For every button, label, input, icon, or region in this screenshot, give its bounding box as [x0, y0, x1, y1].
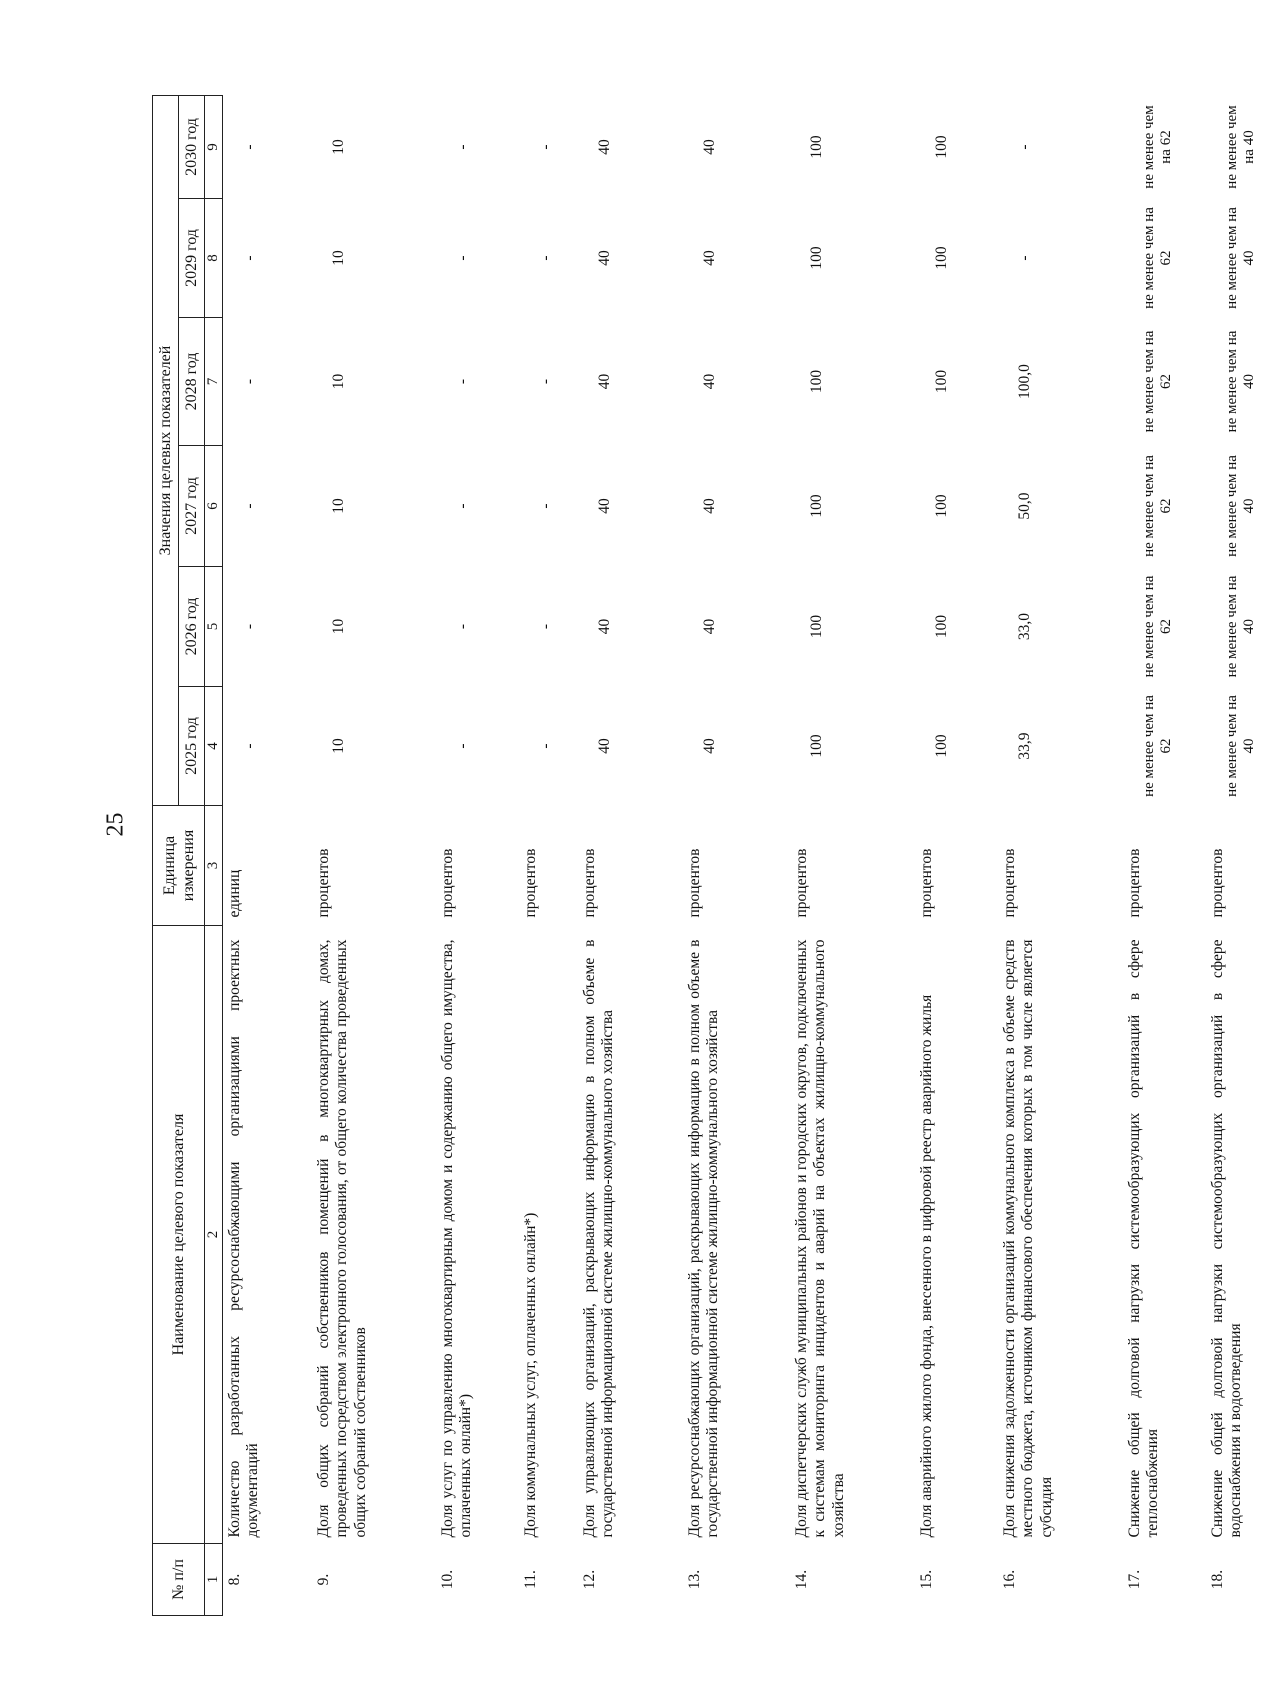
- indicator-name: Доля снижения задолженности организаций коммунального комплекса в объеме средств местного бюджета, источником финансового обеспечения которых в том числе является субсидия: [1000, 939, 1056, 1538]
- value-cell: -: [453, 503, 471, 509]
- value-cell: 100: [932, 494, 950, 518]
- indicator-unit: процентов: [314, 848, 332, 918]
- indicator-unit: процентов: [580, 848, 598, 918]
- value-cell: 33,0: [1015, 612, 1033, 641]
- value-cell: 40: [595, 618, 613, 635]
- value-cell: -: [453, 623, 471, 630]
- value-cell: -: [536, 623, 554, 630]
- header-year: 2030 год: [179, 95, 205, 198]
- value-cell: 40: [700, 738, 718, 754]
- value-cell: -: [536, 144, 554, 150]
- header-name: Наименование целевого показателя: [153, 926, 205, 1544]
- value-cell: 50,0: [1015, 492, 1033, 520]
- table-row: [683, 95, 790, 1615]
- value-cell: -: [536, 743, 554, 749]
- indicator-unit: процентов: [1125, 848, 1143, 918]
- column-number: 7: [205, 318, 223, 446]
- table-row: [578, 95, 683, 1615]
- table-row: [519, 95, 578, 1615]
- indicator-name: Доля ресурсоснабжающих организаций, раскрывающих информацию в полном объеме в государственной информационной системе жилищно-коммунального хозяйства: [685, 939, 722, 1538]
- indicator-name: Доля коммунальных услуг, оплаченных онлайн*): [521, 1212, 539, 1538]
- value-cell: -: [240, 743, 258, 749]
- value-cell: 10: [329, 139, 347, 155]
- row-number: 9.: [314, 1573, 332, 1586]
- header-year: 2029 год: [179, 199, 205, 318]
- indicator-unit: процентов: [1208, 848, 1226, 918]
- value-cell: 100: [932, 135, 950, 159]
- indicator-unit: процентов: [917, 848, 935, 918]
- indicator-name: Доля услуг по управлению многоквартирным домом и содержанию общего имущества, оплаченных онлайн*): [438, 939, 475, 1538]
- value-cell: 10: [329, 738, 347, 754]
- table-row: [1123, 95, 1206, 1615]
- value-cell: -: [536, 255, 554, 261]
- indicator-name: Доля диспетчерских служб муниципальных районов и городских округов, подключенных к системам мониторинга инцидентов и аварий на объектах жилищно-коммунального хозяйства: [792, 939, 848, 1538]
- value-cell: 40: [700, 373, 718, 390]
- value-cell: не менее чем на 40: [1223, 207, 1258, 309]
- rotated-page-content: [152, 96, 1258, 1616]
- value-cell: 10: [329, 618, 347, 635]
- column-number: 2: [205, 926, 223, 1544]
- indicator-name: Снижение общей долговой нагрузки системообразующих организаций в сфере водоснабжения и водоотведения: [1208, 939, 1245, 1538]
- indicator-name: Доля управляющих организаций, раскрывающих информацию в полном объеме в государственной информационной системе жилищно-коммунального хозяйства: [580, 939, 617, 1538]
- value-cell: не менее чем на 62: [1140, 695, 1175, 797]
- table-row: [790, 95, 915, 1615]
- value-cell: -: [240, 503, 258, 509]
- header-no: № п/п: [153, 1544, 205, 1616]
- value-cell: не менее чем на 40: [1223, 695, 1258, 797]
- value-cell: -: [536, 378, 554, 385]
- target-indicators-table: [152, 95, 1281, 1616]
- column-number: 1: [205, 1544, 223, 1616]
- header-year: 2026 год: [179, 567, 205, 687]
- value-cell: -: [1015, 144, 1033, 150]
- header-values-group: Значения целевых показателей: [153, 95, 179, 805]
- value-cell: 100: [807, 246, 825, 270]
- value-cell: 100: [807, 734, 825, 758]
- value-cell: 100: [807, 494, 825, 518]
- table-row: [998, 95, 1123, 1615]
- value-cell: 100: [932, 246, 950, 270]
- value-cell: не менее чем на 62: [1140, 330, 1175, 433]
- row-number: 11.: [521, 1570, 539, 1589]
- table-row: [915, 95, 998, 1615]
- value-cell: 100: [807, 135, 825, 159]
- value-cell: не менее чем на 40: [1223, 105, 1258, 189]
- value-cell: не менее чем на 40: [1223, 330, 1258, 433]
- value-cell: 100,0: [1015, 364, 1033, 399]
- table-row: [222, 95, 312, 1615]
- value-cell: не менее чем на 40: [1223, 575, 1258, 678]
- value-cell: 100: [932, 614, 950, 639]
- header-unit: Единица измерения: [153, 806, 205, 926]
- row-number: 18.: [1208, 1569, 1226, 1590]
- value-cell: -: [453, 144, 471, 150]
- value-cell: 40: [595, 373, 613, 390]
- row-number: 8.: [225, 1573, 243, 1586]
- value-cell: -: [240, 378, 258, 385]
- header-year: 2025 год: [179, 687, 205, 806]
- row-number: 17.: [1125, 1569, 1143, 1590]
- value-cell: 100: [932, 734, 950, 758]
- value-cell: -: [1015, 255, 1033, 261]
- column-number: 5: [205, 567, 223, 687]
- indicator-unit: единиц: [225, 869, 243, 918]
- indicator-unit: процентов: [438, 848, 456, 918]
- row-number: 16.: [1000, 1569, 1018, 1590]
- value-cell: -: [240, 144, 258, 150]
- value-cell: 40: [700, 139, 718, 155]
- value-cell: 100: [807, 614, 825, 639]
- value-cell: 40: [595, 498, 613, 514]
- value-cell: не менее чем на 62: [1140, 575, 1175, 678]
- table-row: [312, 95, 436, 1615]
- table-row: [436, 95, 519, 1615]
- table-row: [1206, 95, 1281, 1615]
- value-cell: 33,9: [1015, 732, 1033, 760]
- indicator-unit: процентов: [792, 848, 810, 918]
- indicator-unit: процентов: [1000, 848, 1018, 918]
- row-number: 10.: [438, 1569, 456, 1590]
- column-number: 6: [205, 446, 223, 567]
- row-number: 13.: [685, 1569, 703, 1590]
- value-cell: -: [453, 255, 471, 261]
- value-cell: не менее чем на 62: [1140, 207, 1175, 309]
- indicator-unit: процентов: [685, 848, 703, 918]
- indicator-name: Снижение общей долговой нагрузки системообразующих организаций в сфере теплоснабжения: [1125, 939, 1162, 1538]
- value-cell: 10: [329, 373, 347, 390]
- value-cell: -: [240, 623, 258, 630]
- value-cell: 40: [700, 618, 718, 635]
- value-cell: не менее чем на 62: [1140, 105, 1175, 189]
- column-number: 3: [205, 806, 223, 926]
- value-cell: 100: [932, 369, 950, 394]
- value-cell: 40: [595, 738, 613, 754]
- value-cell: 40: [700, 250, 718, 266]
- value-cell: 100: [807, 369, 825, 394]
- value-cell: 40: [700, 498, 718, 514]
- value-cell: 40: [595, 139, 613, 155]
- indicator-name: Доля аварийного жилого фонда, внесенного в цифровой реестр аварийного жилья: [917, 994, 935, 1538]
- indicator-name: Количество разработанных ресурсоснабжающими организациями проектных документаций: [225, 939, 262, 1538]
- row-number: 12.: [580, 1569, 598, 1590]
- value-cell: 10: [329, 250, 347, 266]
- value-cell: не менее чем на 62: [1140, 455, 1175, 557]
- row-number: 15.: [917, 1569, 935, 1590]
- value-cell: 10: [329, 498, 347, 514]
- page-number: 25: [102, 812, 129, 837]
- value-cell: 40: [595, 250, 613, 266]
- row-number: 14.: [792, 1569, 810, 1590]
- header-year: 2027 год: [179, 446, 205, 567]
- column-number: 9: [205, 95, 223, 198]
- value-cell: -: [240, 255, 258, 261]
- value-cell: -: [536, 503, 554, 509]
- column-number: 8: [205, 199, 223, 318]
- value-cell: -: [453, 743, 471, 749]
- value-cell: не менее чем на 40: [1223, 455, 1258, 557]
- column-number: 4: [205, 687, 223, 806]
- indicator-unit: процентов: [521, 848, 539, 918]
- value-cell: -: [453, 378, 471, 385]
- indicator-name: Доля общих собраний собственников помещений в многоквартирных домах, проведенных посредством электронного голосования, от общего количества проведенных общих собраний собственников: [314, 939, 370, 1538]
- header-year: 2028 год: [179, 318, 205, 446]
